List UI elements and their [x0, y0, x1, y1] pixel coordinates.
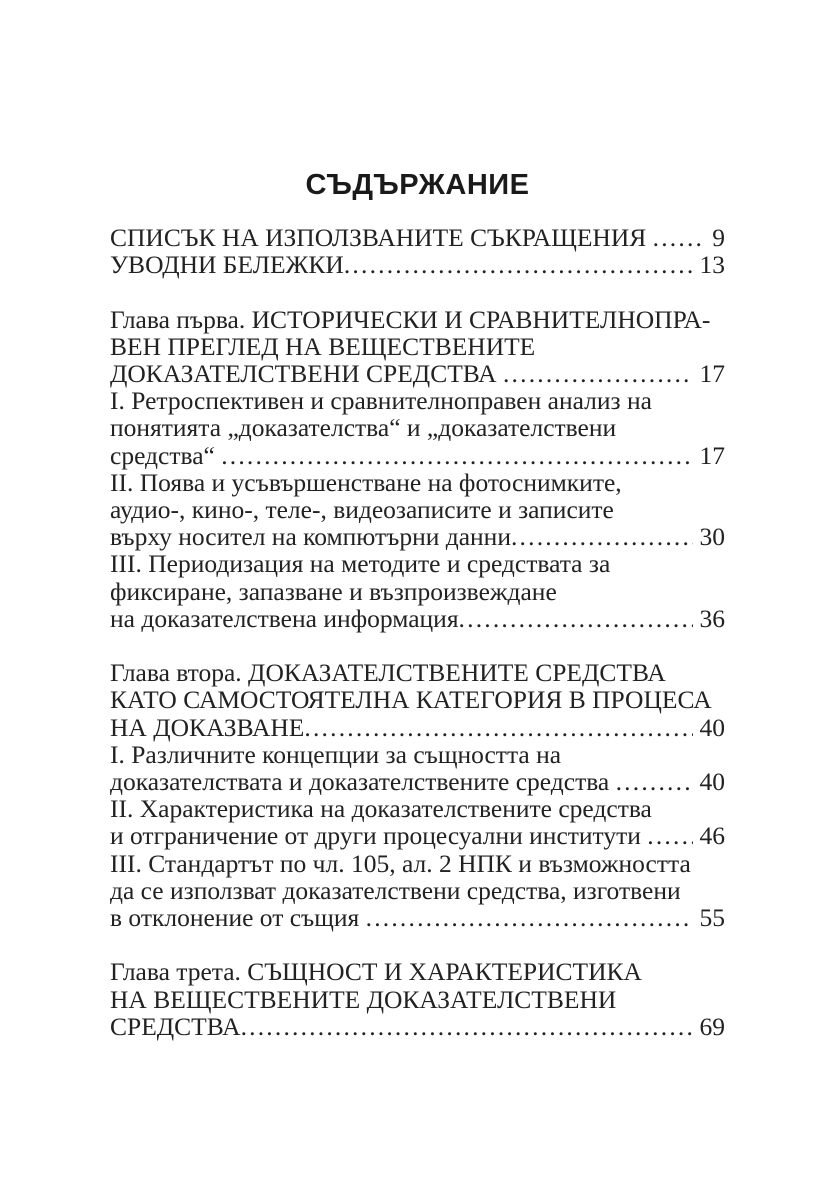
toc — [110, 224, 725, 1040]
toc-entry-text: НА ВЕЩЕСТВЕНИТЕ ДОКАЗАТЕЛСТВЕНИ — [110, 984, 617, 1014]
page-number: 69 — [699, 1011, 725, 1041]
toc-line — [110, 877, 725, 904]
dot-leader — [616, 768, 693, 795]
toc-group — [110, 958, 725, 1040]
toc-entry-text: ДОКАЗАТЕЛСТВЕНИ СРЕДСТВА — [110, 359, 503, 388]
toc-line — [110, 958, 725, 985]
toc-entry-text: III. Стандартът по чл. 105, ал. 2 НПК и възможността — [110, 848, 691, 878]
toc-line — [110, 469, 725, 496]
toc-entry-text: СПИСЪК НА ИЗПОЛЗВАНИТЕ СЪКРАЩЕНИЯ — [110, 223, 653, 252]
toc-line — [110, 523, 725, 550]
toc-line — [110, 686, 725, 713]
page-number: 17 — [699, 440, 725, 470]
page-number: 9 — [712, 223, 725, 252]
page-number: 40 — [699, 712, 725, 742]
dot-leader — [503, 360, 693, 387]
toc-line — [110, 333, 725, 360]
dot-leader — [221, 442, 692, 469]
toc-entry-text: доказателствата и доказателствените средства — [110, 767, 616, 797]
toc-line — [110, 768, 725, 795]
toc-line — [110, 659, 725, 686]
toc-entry-text: I. Различните концепции за същността на — [110, 739, 562, 769]
toc-entry-text: I. Ретроспективен и сравнителноправен анализ на — [110, 386, 652, 416]
toc-entry-text: Глава втора. ДОКАЗАТЕЛСТВЕНИТЕ СРЕДСТВА — [110, 658, 666, 688]
dot-leader — [241, 1013, 693, 1040]
toc-entry-text: II. Поява и усъвършенстване на фотоснимките, — [110, 467, 622, 497]
page-number: 17 — [699, 359, 725, 388]
toc-group — [110, 306, 725, 632]
page-number: 55 — [699, 903, 725, 933]
toc-line — [110, 605, 725, 632]
toc-entry-text: ВЕН ПРЕГЛЕД НА ВЕЩЕСТВЕНИТЕ — [110, 331, 536, 361]
toc-entry-text: на доказателствена информация — [110, 603, 459, 633]
toc-line — [110, 986, 725, 1013]
toc-entry-text: и отграничение от други процесуални институти — [110, 821, 648, 851]
toc-line — [110, 904, 725, 931]
dot-leader — [511, 523, 693, 550]
toc-entry-text: фиксиране, запазване и възпроизвеждане — [110, 576, 557, 606]
toc-line — [110, 714, 725, 741]
toc-entry-text: СРЕДСТВА — [110, 1011, 241, 1041]
toc-line — [110, 442, 725, 469]
dot-leader — [304, 714, 692, 741]
toc-entry-text: НА ДОКАЗВАНЕ — [110, 712, 305, 742]
page-title: СЪДЪРЖАНИЕ — [305, 169, 530, 202]
toc-group — [110, 224, 725, 278]
toc-entry-text: УВОДНИ БЕЛЕЖКИ — [110, 250, 344, 280]
toc-group — [110, 659, 725, 931]
toc-line — [110, 578, 725, 605]
toc-line — [110, 741, 725, 768]
toc-entry-text: аудио-, кино-, теле-, видеозаписите и записите — [110, 495, 614, 525]
toc-entry-text: III. Периодизация на методите и средствата за — [110, 549, 611, 579]
toc-entry-text: II. Характеристика на доказателствените средства — [110, 794, 652, 824]
dot-leader — [647, 822, 692, 849]
toc-line — [110, 360, 725, 387]
toc-entry-text: КАТО САМОСТОЯТЕЛНА КАТЕГОРИЯ В ПРОЦЕСА — [110, 685, 712, 715]
dot-leader — [653, 224, 706, 251]
toc-entry-text: в отклонение от същия — [110, 903, 366, 933]
toc-line — [110, 414, 725, 441]
toc-line — [110, 251, 725, 278]
dot-leader — [344, 251, 693, 278]
toc-line — [110, 387, 725, 414]
page-number: 46 — [699, 821, 725, 851]
toc-line — [110, 306, 725, 333]
toc-line — [110, 1013, 725, 1040]
dot-leader — [366, 904, 693, 931]
page-number: 36 — [699, 603, 725, 633]
toc-entry-text: Глава трета. СЪЩНОСТ И ХАРАКТЕРИСТИКА — [110, 957, 642, 987]
toc-line — [110, 822, 725, 849]
page-number: 40 — [699, 767, 725, 797]
dot-leader — [459, 605, 693, 632]
page-number: 30 — [699, 522, 725, 552]
toc-entry-text: понятията „доказателства“ и „доказателствени — [110, 413, 617, 443]
toc-line — [110, 224, 725, 251]
toc-line — [110, 795, 725, 822]
toc-entry-text: средства“ — [110, 440, 222, 470]
toc-entry-text: върху носител на компютърни данни — [110, 522, 511, 552]
toc-line — [110, 496, 725, 523]
toc-line — [110, 550, 725, 577]
toc-entry-text: да се използват доказателствени средства, изготвени — [110, 875, 681, 905]
page-number: 13 — [699, 250, 725, 280]
toc-entry-text: Глава първа. ИСТОРИЧЕСКИ И СРАВНИТЕЛНОПРА- — [110, 304, 711, 334]
toc-line — [110, 850, 725, 877]
